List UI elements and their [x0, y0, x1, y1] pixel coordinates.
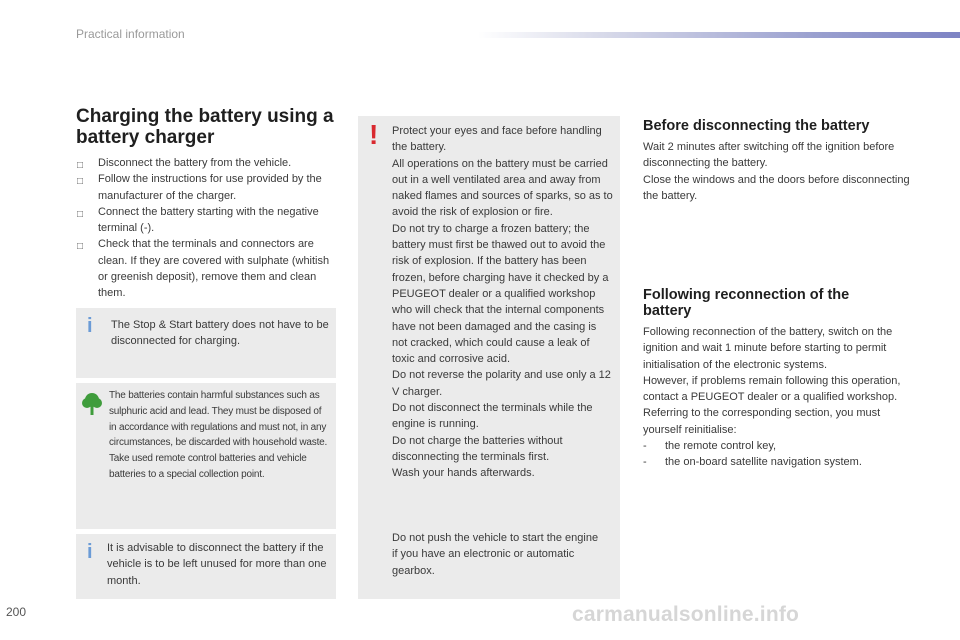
list-item: □ Connect the battery starting with the negative terminal (-).	[77, 205, 319, 235]
environment-text	[109, 388, 331, 483]
list-item: □ Follow the instructions for use provided by the manufacturer of the charger.	[77, 173, 322, 202]
before-title: Before disconnecting the battery	[643, 118, 870, 134]
header-bar	[478, 32, 960, 38]
following-text	[643, 324, 915, 471]
list-item: - the remote control key,	[643, 440, 777, 453]
warning-paragraph: Do not disconnect the terminals while the engine is running.	[392, 402, 593, 431]
warning-paragraph: All operations on the battery must be carried out in a well ventilated area and away from naked flames and sources of sparks, so as to avoid the risk of explosion or fire.	[392, 157, 613, 219]
warning-paragraph: Do not charge the batteries without disconnecting the terminals first.	[392, 434, 563, 463]
environment-paragraph: Take used remote control batteries and vehicle batteries to a special collection point.	[109, 453, 307, 480]
warning-paragraph: Protect your eyes and face before handling the battery.	[392, 125, 602, 154]
following-paragraph: Following reconnection of the battery, switch on the ignition and wait 1 minute before starting to permit initialisation of the electronic systems.	[643, 326, 893, 371]
warning-paragraph: Wash your hands afterwards.	[392, 467, 535, 480]
list-item: - the on-board satellite navigation system.	[643, 456, 862, 469]
tree-icon	[82, 392, 102, 421]
list-item: □ Disconnect the battery from the vehicle.	[76, 155, 338, 171]
checkbox-icon: □	[77, 208, 84, 220]
warning-paragraph: Do not reverse the polarity and use only a 12 V charger.	[392, 369, 611, 398]
charging-title: Charging the battery using a battery charger	[76, 106, 334, 148]
header-title: Practical information	[76, 27, 185, 41]
stop-start-text: The Stop & Start battery does not have to be disconnected for charging.	[111, 319, 329, 348]
warning-text	[392, 123, 614, 482]
info-icon: i	[87, 541, 93, 563]
warning-paragraph: Do not try to charge a frozen battery; the battery must first be thawed out to avoid the risk of explosion. If the battery has been frozen, before charging have it checked by a PEUGEOT dealer or a qualified workshop who will check that the internal components have not been damaged and the casing is not cracked, which could cause a leak of toxic and corrosive acid.	[392, 222, 609, 366]
disconnect-advice-text: It is advisable to disconnect the battery if the vehicle is to be left unused for more than one month.	[107, 542, 327, 587]
charging-steps	[76, 155, 338, 302]
warning-push-text: Do not push the vehicle to start the engine if you have an electronic or automatic gearbox.	[392, 532, 599, 577]
exclamation-icon: !	[369, 119, 379, 150]
following-title: Following reconnection of the battery	[643, 287, 850, 319]
following-paragraph: However, if problems remain following this operation, contact a PEUGEOT dealer or a qualified workshop.	[643, 374, 901, 404]
before-paragraph: Wait 2 minutes after switching off the ignition before disconnecting the battery.	[643, 141, 895, 170]
watermark: carmanualsonline.info	[572, 603, 800, 626]
before-text	[643, 139, 915, 204]
checkbox-icon: □	[77, 176, 84, 188]
list-item: □ Check that the terminals and connectors are clean. If they are covered with sulphate (whitish or greenish deposit), remove them and clean them.	[77, 238, 330, 300]
info-icon: i	[87, 315, 93, 337]
environment-paragraph: The batteries contain harmful substances such as sulphuric acid and lead. They must be disposed of in accordance with regulations and must not, in any circumstances, be discarded with household waste.	[109, 390, 328, 449]
following-paragraph: Referring to the corresponding section, you must yourself reinitialise:	[643, 407, 881, 436]
checkbox-icon: □	[77, 241, 84, 253]
page-number: 200	[6, 605, 27, 619]
checkbox-icon: □	[77, 160, 84, 171]
before-paragraph: Close the windows and the doors before disconnecting the battery.	[643, 173, 910, 202]
